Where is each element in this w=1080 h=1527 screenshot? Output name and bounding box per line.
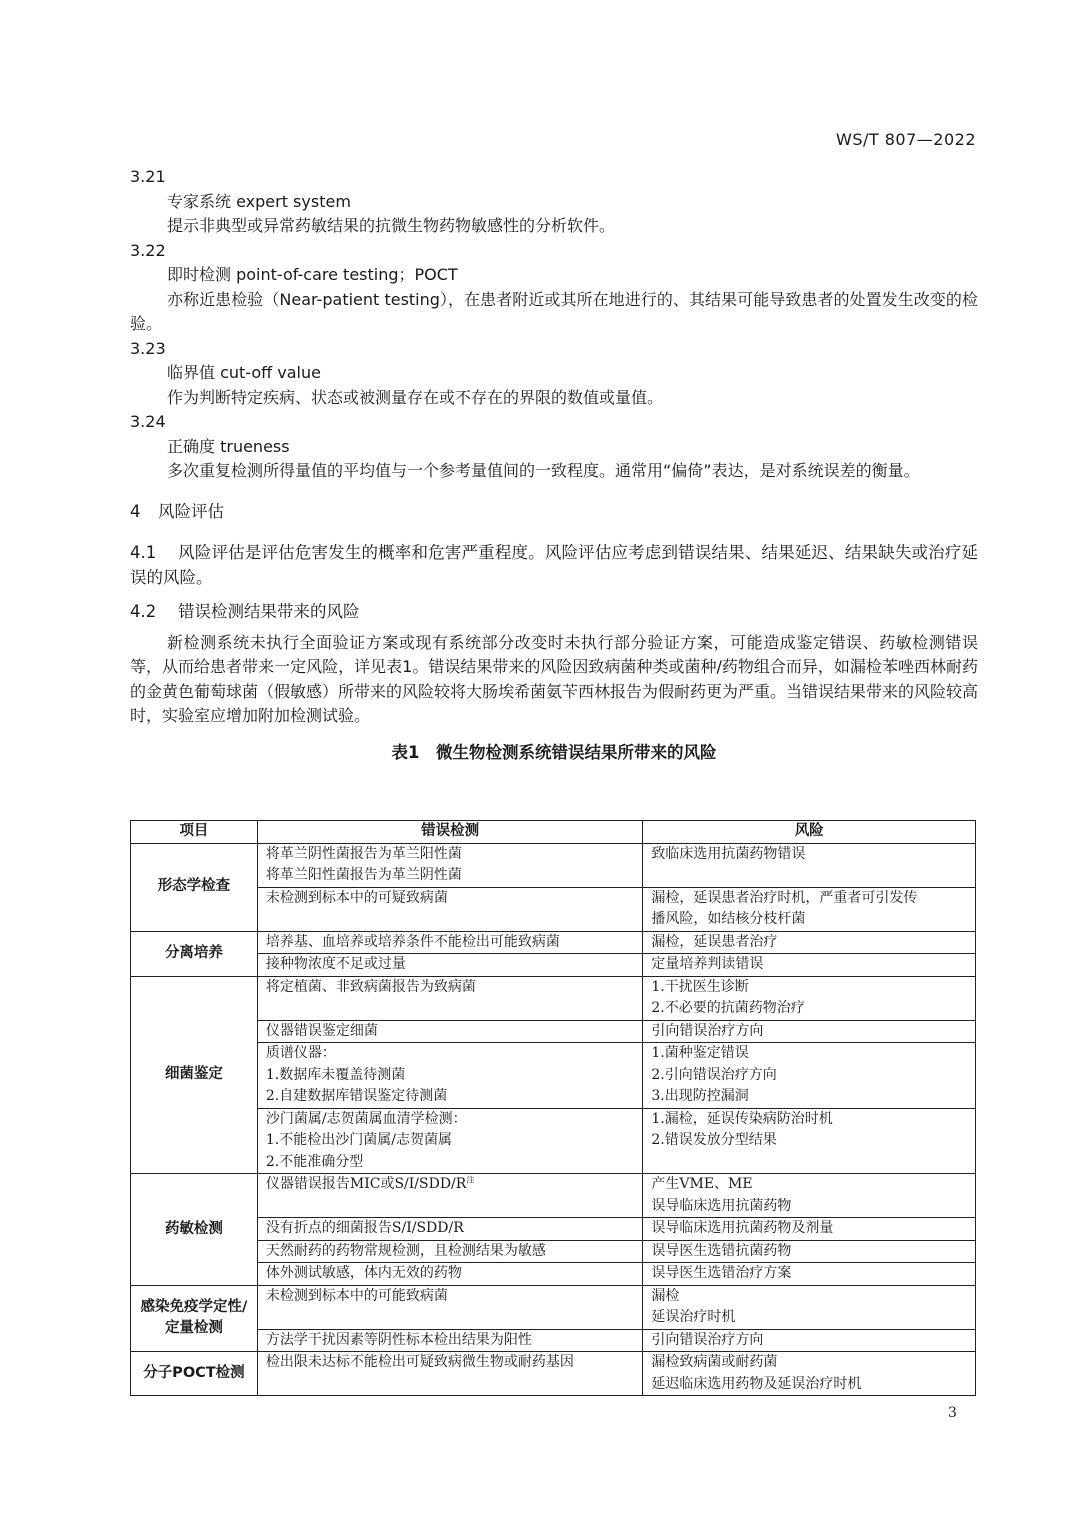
risk-cell — [643, 1263, 976, 1286]
cell-line: 定量培养判读错误 — [651, 956, 764, 972]
risk-cell — [643, 954, 976, 977]
cell-line: 沙门菌属/志贺菌属血清学检测： — [265, 1110, 467, 1127]
clause-number: 4.2 — [130, 602, 157, 621]
cell-line: 未检测到标本中的可疑致病菌 — [265, 889, 448, 906]
cell-line: 致临床选用抗菌药物错误 — [651, 845, 806, 862]
cell-line: 1.干扰医生诊断 — [651, 978, 749, 995]
category-cell: 细菌鉴定 — [131, 976, 258, 1174]
category-cell: 分离培养 — [131, 931, 258, 976]
risk-cell — [643, 1174, 976, 1218]
table-row — [131, 1218, 976, 1241]
cell-line: 没有折点的细菌报告S/I/SDD/R — [265, 1220, 464, 1236]
cell-line: 误导临床选用抗菌药物及剂量 — [651, 1220, 834, 1236]
term-title: 临界值 cut-off value — [167, 363, 321, 382]
risk-cell — [643, 1285, 976, 1329]
term-definition: 提示非典型或异常药敏结果的抗微生物药物敏感性的分析软件。 — [167, 216, 616, 235]
term-definition: 亦称近患检验（Near-patient testing），在患者附近或其所在地进行的、其结果可能导致患者的处置发生改变的检验。 — [130, 289, 978, 333]
error-cell — [257, 1020, 643, 1043]
category-cell — [131, 1285, 258, 1352]
table-row — [131, 931, 976, 954]
term-3-24 — [130, 410, 978, 484]
risk-cell — [643, 1020, 976, 1043]
risk-cell — [643, 976, 976, 1020]
term-title: 专家系统 expert system — [167, 191, 351, 211]
cell-line: 接种物浓度不足或过量 — [265, 956, 406, 972]
cell-line: 2.自建数据库错误鉴定待测菌 — [265, 1088, 448, 1104]
risk-cell — [643, 1043, 976, 1109]
table-row — [131, 954, 976, 977]
error-cell — [257, 1218, 643, 1241]
term-title: 正确度 trueness — [167, 436, 290, 456]
clause-number: 4.1 — [130, 543, 157, 562]
table-row — [131, 887, 976, 931]
clause-title: 错误检测结果带来的风险 — [178, 602, 360, 621]
cell-line: 天然耐药的药物常规检测，且检测结果为敏感 — [265, 1242, 546, 1259]
clause-number: 3.24 — [130, 412, 166, 431]
clause-4-1 — [130, 541, 978, 590]
cell-line: 漏检，延误患者治疗 — [651, 933, 778, 950]
cell-line: 误导临床选用抗菌药物 — [651, 1197, 792, 1214]
term-3-21 — [130, 165, 978, 239]
section-number: 4 — [130, 501, 141, 521]
cell-line: 1.漏检，延误传染病防治时机 — [651, 1110, 833, 1127]
error-cell — [257, 1285, 643, 1329]
risk-cell — [643, 1218, 976, 1241]
table-row — [131, 1352, 976, 1396]
clause-4-2-paragraph: 新检测系统未执行全面验证方案或现有系统部分改变时未执行部分验证方案，可能造成鉴定错误、药敏检测错误等，从而给患者带来一定风险，详见表1。错误结果带来的风险因致病菌种类或菌种/药物组合而异，如漏检苯唑西林耐药的金黄色葡萄球菌（假敏感）所带来的风险较将大肠埃希菌氨苄西林报告为假耐药更为严重。当错误结果带来的风险较高时，实验室应增加附加检测试验。 — [130, 632, 979, 725]
cell-line: 将革兰阴性菌报告为革兰阳性菌 — [265, 845, 462, 862]
cell-text: 仪器错误报告MIC或S/I/SDD/R — [265, 1176, 467, 1192]
cell-line: 体外测试敏感，体内无效的药物 — [265, 1265, 462, 1281]
category-cell: 分子POCT检测 — [131, 1352, 258, 1396]
risk-cell — [643, 1352, 976, 1396]
cell-line: 延迟临床选用药物及延误治疗时机 — [651, 1375, 862, 1392]
section-title: 风险评估 — [158, 501, 224, 521]
cell-line: 漏检 — [651, 1287, 680, 1304]
footnote-marker: 注 — [466, 1175, 475, 1185]
error-cell — [257, 843, 643, 887]
clause-text: 风险评估是评估危害发生的概率和危害严重程度。风险评估应考虑到错误结果、结果延迟、结果缺失或治疗延误的风险。 — [130, 543, 978, 587]
error-cell — [257, 931, 643, 954]
cell-line: 将定植菌、非致病菌报告为致病菌 — [265, 978, 476, 995]
cell-line: 质谱仪器： — [265, 1045, 336, 1061]
cell-line: 培养基、血培养或培养条件不能检出可能致病菌 — [265, 933, 560, 950]
cell-line: 漏检，延误患者治疗时机，严重者可引发传 — [651, 889, 918, 906]
cell-line: 2.不必要的抗菌药物治疗 — [651, 1000, 805, 1016]
cell-line: 播风险，如结核分枝杆菌 — [651, 911, 806, 927]
category-cell: 形态学检查 — [131, 843, 258, 931]
cell-line: 1.不能检出沙门菌属/志贺菌属 — [265, 1132, 452, 1148]
table-row — [131, 1174, 976, 1218]
term-3-22 — [130, 239, 978, 337]
cell-line: 漏检致病菌或耐药菌 — [651, 1354, 778, 1370]
table-row — [131, 1020, 976, 1043]
cell-line: 2.不能准确分型 — [265, 1153, 364, 1170]
error-cell — [257, 1329, 643, 1352]
section-4-heading — [130, 500, 978, 525]
table-row — [131, 1043, 976, 1109]
cell-line: 仪器错误鉴定细菌 — [265, 1022, 378, 1039]
cell-line — [266, 1174, 643, 1196]
column-header: 风险 — [643, 821, 976, 844]
table-row — [131, 1108, 976, 1174]
clause-number: 3.22 — [130, 240, 166, 260]
error-cell — [257, 1108, 643, 1174]
cell-line: 误导医生选错抗菌药物 — [651, 1242, 792, 1259]
cell-line: 检出限未达标不能检出可疑致病微生物或耐药基因 — [265, 1354, 574, 1370]
cell-line: 2.引向错误治疗方向 — [651, 1066, 777, 1083]
cell-line: 引向错误治疗方向 — [651, 1022, 764, 1039]
error-cell — [257, 1240, 643, 1263]
standard-number: WS/T 807—2022 — [836, 130, 976, 149]
term-definition: 多次重复检测所得量值的平均值与一个参考量值间的一致程度。通常用“偏倚”表达，是对系统误差的衡量。 — [167, 461, 920, 480]
cell-line: 1.数据库未覆盖待测菌 — [265, 1066, 406, 1083]
table-row — [131, 976, 976, 1020]
error-cell — [257, 1174, 643, 1218]
table-row — [131, 1285, 976, 1329]
cell-line: 3.出现防控漏洞 — [651, 1088, 749, 1104]
risk-cell — [643, 931, 976, 954]
clause-number: 3.21 — [130, 167, 166, 186]
risk-table — [130, 820, 976, 1396]
error-cell — [257, 887, 643, 931]
error-cell — [257, 1352, 643, 1396]
table-caption: 表1 微生物检测系统错误结果所带来的风险 — [391, 742, 717, 762]
column-header: 错误检测 — [257, 821, 643, 844]
cell-line: 引向错误治疗方向 — [651, 1331, 764, 1348]
error-cell — [257, 1043, 643, 1109]
cell-line: 误导医生选错治疗方案 — [651, 1265, 792, 1281]
category-line: 感染免疫学定性/ — [140, 1298, 248, 1315]
term-definition: 作为判断特定疾病、状态或被测量存在或不存在的界限的数值或量值。 — [167, 387, 664, 407]
term-title: 即时检测 point-of-care testing；POCT — [167, 265, 458, 284]
table-row — [131, 1329, 976, 1352]
risk-cell — [643, 1108, 976, 1174]
risk-cell — [643, 843, 976, 887]
table-row — [131, 843, 976, 887]
error-cell — [257, 976, 643, 1020]
clause-number: 3.23 — [130, 338, 166, 358]
cell-line: 1.菌种鉴定错误 — [651, 1045, 749, 1061]
cell-line: 未检测到标本中的可能致病菌 — [265, 1287, 448, 1304]
term-3-23 — [130, 337, 978, 411]
error-cell — [257, 1263, 643, 1286]
risk-cell — [643, 887, 976, 931]
table-row — [131, 1263, 976, 1286]
risk-cell — [643, 1329, 976, 1352]
cell-line: 2.错误发放分型结果 — [651, 1132, 777, 1148]
column-header: 项目 — [131, 821, 258, 844]
body-text — [130, 165, 978, 776]
clause-4-2-heading — [130, 600, 978, 625]
error-cell — [257, 954, 643, 977]
page-number: 3 — [948, 1405, 957, 1421]
table-row — [131, 1240, 976, 1263]
cell-line: 产生VME、ME — [651, 1176, 753, 1192]
risk-cell — [643, 1240, 976, 1263]
cell-line: 方法学干扰因素等阴性标本检出结果为阳性 — [265, 1331, 532, 1348]
cell-line: 将革兰阳性菌报告为革兰阴性菌 — [265, 867, 462, 883]
category-line: 定量检测 — [164, 1320, 223, 1337]
category-cell: 药敏检测 — [131, 1174, 258, 1286]
table-header-row — [131, 821, 976, 844]
cell-line: 延误治疗时机 — [651, 1309, 736, 1325]
